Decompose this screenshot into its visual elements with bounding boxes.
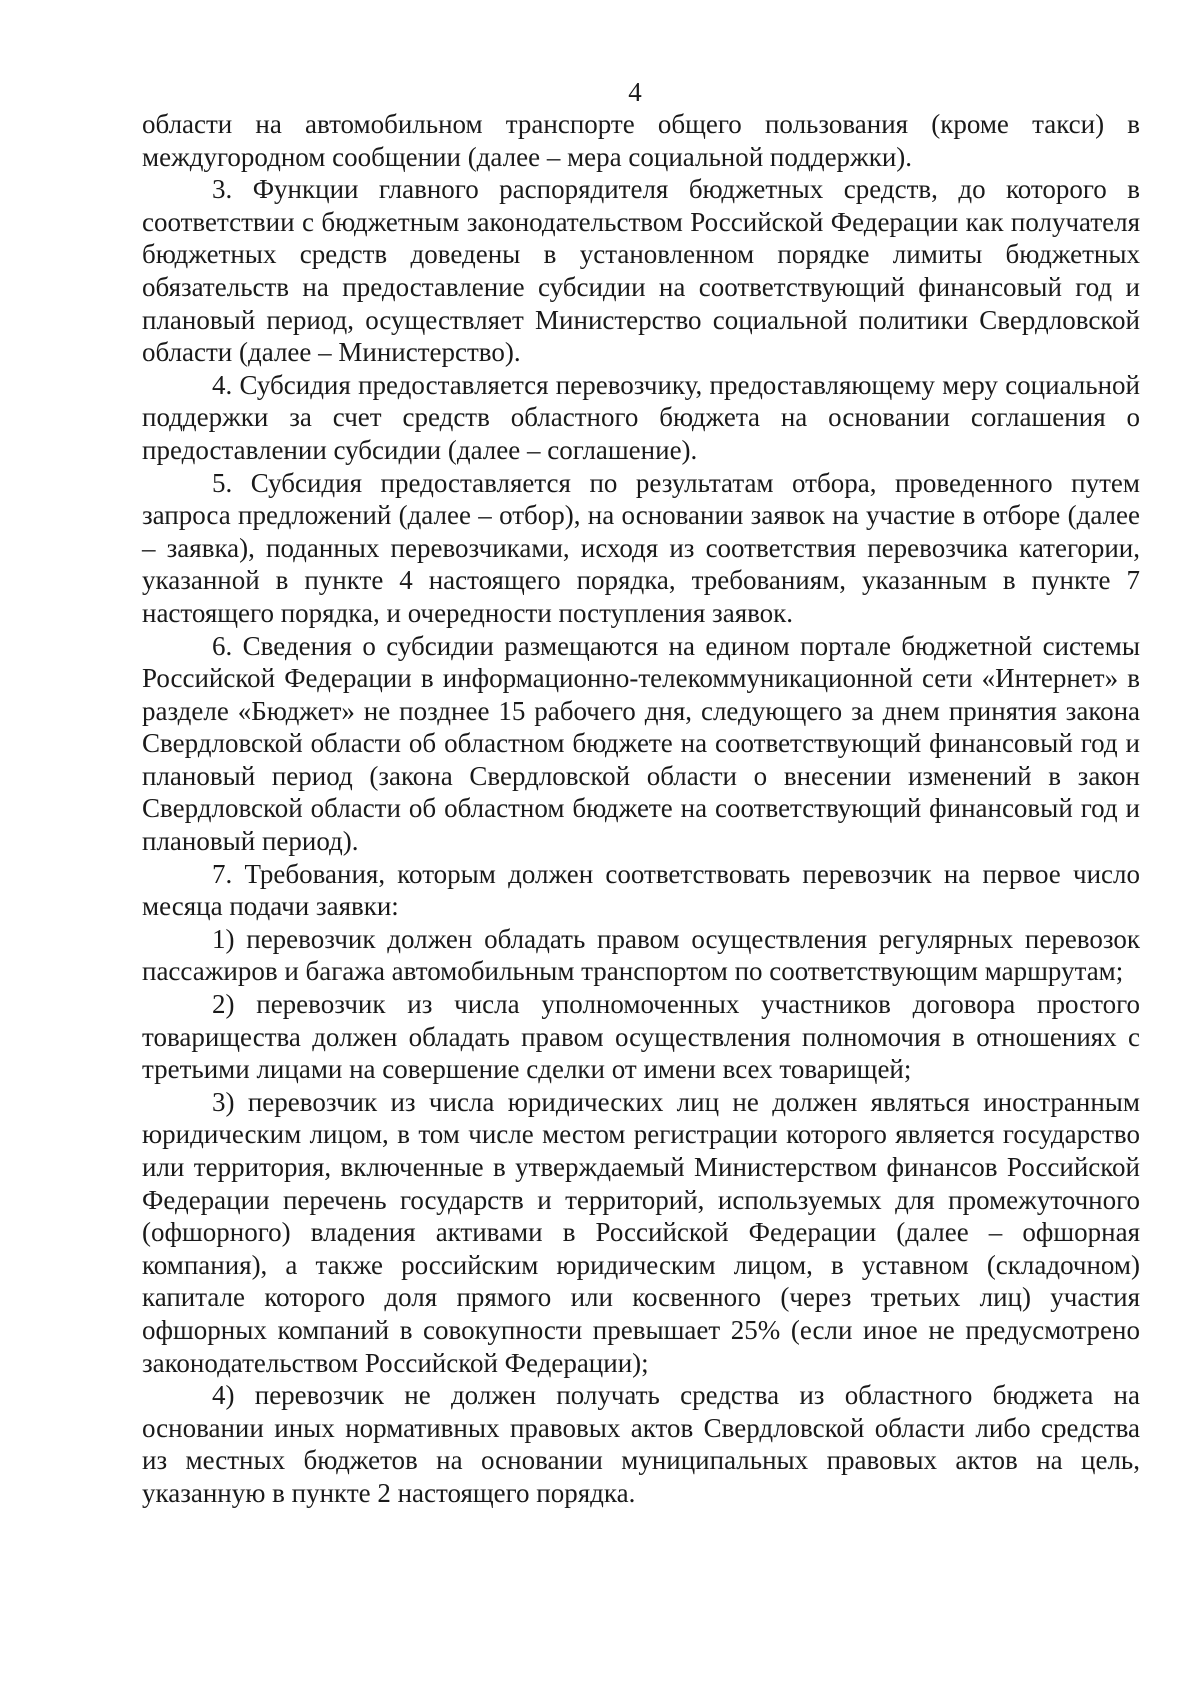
page-number: 4 bbox=[628, 77, 642, 107]
paragraph-continuation: области на автомобильном транспорте общего пользования (кроме такси) в междугородном сообщении (далее – мера социальной поддержки). bbox=[142, 109, 1140, 172]
paragraph-clause-7: 7. Требования, которым должен соответствовать перевозчик на первое число месяца подачи заявки: bbox=[142, 858, 1140, 922]
paragraph-requirement-4: 4) перевозчик не должен получать средства из областного бюджета на основании иных нормативных правовых актов Свердловской области либо средства из местных бюджетов на основании муниципальных правовых актов на цель, указанную в пункте 2 настоящего порядка. bbox=[142, 1380, 1140, 1508]
paragraph-clause-4: 4. Субсидия предоставляется перевозчику, предоставляющему меру социальной поддержки за счет средств областного бюджета на основании соглашения о предоставлении субсидии (далее – соглашение). bbox=[142, 369, 1140, 465]
paragraph-clause-5: 5. Субсидия предоставляется по результатам отбора, проведенного путем запроса предложений (далее – отбор), на основании заявок на участие в отборе (далее – заявка), поданных перевозчиками, исходя из соответствия перевозчика категории, указанной в пункте 4 настоящего порядка, требованиям, указанным в пункте 7 настоящего порядка, и очередности поступления заявок. bbox=[142, 467, 1140, 628]
document-body bbox=[142, 108, 1140, 1510]
paragraph-requirement-1: 1) перевозчик должен обладать правом осуществления регулярных перевозок пассажиров и багажа автомобильным транспортом по соответствующим маршрутам; bbox=[142, 923, 1140, 987]
paragraph-requirement-2: 2) перевозчик из числа уполномоченных участников договора простого товарищества должен обладать правом осуществления полномочия в отношениях с третьими лицами на совершение сделки от имени всех товарищей; bbox=[142, 989, 1140, 1085]
paragraph-clause-3: 3. Функции главного распорядителя бюджетных средств, до которого в соответствии с бюджетным законодательством Российской Федерации как получателя бюджетных средств доведены в установленном порядке лимиты бюджетных обязательств на предоставление субсидии на соответствующий финансовый год и плановый период, осуществляет Министерство социальной политики Свердловской области (далее – Министерство). bbox=[142, 174, 1140, 368]
paragraph-requirement-3: 3) перевозчик из числа юридических лиц не должен являться иностранным юридическим лицом, в том числе местом регистрации которого является государство или территория, включенные в утверждаемый Министерством финансов Российской Федерации перечень государств и территорий, используемых для промежуточного (офшорного) владения активами в Российской Федерации (далее – офшорная компания), а также российским юридическим лицом, в уставном (складочном) капитале которого доля прямого или косвенного (через третьих лиц) участия офшорных компаний в совокупности превышает 25% (если иное не предусмотрено законодательством Российской Федерации); bbox=[142, 1086, 1140, 1378]
paragraph-clause-6: 6. Сведения о субсидии размещаются на едином портале бюджетной системы Российской Федерации в информационно-телекоммуникационной сети «Интернет» в разделе «Бюджет» не позднее 15 рабочего дня, следующего за днем принятия закона Свердловской области об областном бюджете на соответствующий финансовый год и плановый период (закона Свердловской области о внесении изменений в закон Свердловской области об областном бюджете на соответствующий финансовый год и плановый период). bbox=[142, 630, 1140, 857]
